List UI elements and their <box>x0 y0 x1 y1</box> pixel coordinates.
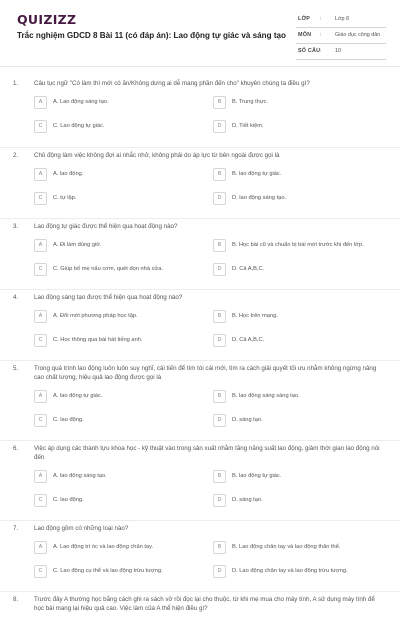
option-letter: B <box>213 541 226 554</box>
meta-subject-value: Giáo dục công dân <box>335 32 381 38</box>
option-text: D. Cả A,B,C. <box>232 266 265 272</box>
option-letter: C <box>34 263 47 276</box>
question-7 <box>0 521 400 592</box>
question-number: 8. <box>13 596 19 603</box>
option-letter: A <box>34 310 47 323</box>
option-text: A. Đi làm đúng giờ. <box>53 242 102 248</box>
option-letter: B <box>213 390 226 403</box>
option-text: B. lao động sáng sáng tạo. <box>232 393 300 399</box>
option-text: D. Cả A,B,C. <box>232 337 265 343</box>
option-letter: A <box>34 470 47 483</box>
option-text: D. Tiết kiệm. <box>232 123 264 129</box>
question-number: 5. <box>13 365 19 372</box>
option-letter: A <box>34 168 47 181</box>
option-text: D. Lao động chân tay và lao động trừu tượng. <box>232 568 348 574</box>
option-text: C. lao động. <box>53 497 84 503</box>
meta-class-row <box>296 12 386 28</box>
question-6 <box>0 441 400 521</box>
option-letter: D <box>213 414 226 427</box>
meta-count-label: SỐ CÂU <box>298 48 321 54</box>
option-letter: D <box>213 263 226 276</box>
option-letter: A <box>34 239 47 252</box>
option-letter: B <box>213 239 226 252</box>
question-1 <box>0 76 400 148</box>
option-text: C. lao động. <box>53 417 84 423</box>
meta-subject-row <box>296 28 386 44</box>
option-letter: D <box>213 192 226 205</box>
meta-count-value: 10 <box>335 48 341 54</box>
question-text: Trước đây A thường học bằng cách ghi ra sách vở rồi đọc lại cho thuộc, từ khi mẹ mua cho máy tính, A sử dụng máy tính để học bài mang lại hiệu quả cao. Việc làm của A thể hiện điều gì? <box>34 596 375 612</box>
question-number: 1. <box>13 80 19 87</box>
option-letter: C <box>34 120 47 133</box>
option-text: B. Học trên mạng. <box>232 313 278 319</box>
option-text: A. lao động tự giác. <box>53 393 103 399</box>
option-text: A. Lao động trí óc và lao động chân tay. <box>53 544 154 550</box>
question-number: 2. <box>13 152 19 159</box>
question-text: Việc áp dụng các thành tựu khoa học - kỹ thuật vào trong sản xuất nhằm tăng năng suất lao động, giảm thời gian lao động nói đến <box>34 445 380 461</box>
question-text: Câu tục ngữ "Có làm thì mới có ăn/Không dưng ai dễ mang phần đến cho" khuyên chúng ta điều gì? <box>34 80 310 87</box>
option-text: B. lao động tự giác. <box>232 473 282 479</box>
option-letter: D <box>213 565 226 578</box>
question-number: 4. <box>13 294 19 301</box>
option-text: C. Lao động tự giác. <box>53 123 105 129</box>
option-letter: B <box>213 470 226 483</box>
question-5 <box>0 361 400 441</box>
question-2 <box>0 148 400 219</box>
quizizz-logo: QUIZIZZ <box>17 12 77 27</box>
option-letter: C <box>34 414 47 427</box>
question-text: Trong quá trình lao động luôn luôn suy nghĩ, cải tiến để tìm tòi cái mới, tìm ra cách giải quyết tối ưu nhằm không ngừng nâng cao chất lượng, hiệu quả lao động được gọi là <box>34 365 377 381</box>
option-letter: D <box>213 334 226 347</box>
question-text: Lao động sáng tạo được thể hiện qua hoạt động nào? <box>34 294 183 301</box>
option-text: C. Học thông qua bài hát tiếng anh. <box>53 337 143 343</box>
option-letter: C <box>34 334 47 347</box>
question-text: Chủ động làm việc không đợi ai nhắc nhở, không phải do áp lực từ bên ngoài được gọi là <box>34 152 280 159</box>
option-text: B. Học bài cũ và chuẩn bị bài mới trước khi đến lớp. <box>232 242 364 248</box>
option-text: A. Đổi mới phương pháp học tập. <box>53 313 138 319</box>
option-letter: A <box>34 96 47 109</box>
question-list <box>0 76 400 622</box>
option-letter: A <box>34 390 47 403</box>
option-letter: B <box>213 96 226 109</box>
question-3 <box>0 219 400 290</box>
option-letter: C <box>34 192 47 205</box>
option-text: C. tự lập. <box>53 195 77 201</box>
meta-subject-label: MÔN <box>298 32 312 38</box>
question-number: 7. <box>13 525 19 532</box>
option-text: B. lao động tự giác. <box>232 171 282 177</box>
option-text: D. sáng tạo. <box>232 417 263 423</box>
meta-colon: : <box>320 32 322 38</box>
question-text: Lao động gồm có những loại nào? <box>34 525 129 532</box>
option-text: B. Lao động chân tay và lao động thân thể. <box>232 544 341 550</box>
option-text: B. Trung thực. <box>232 99 269 105</box>
question-8 <box>0 592 400 622</box>
question-number: 6. <box>13 445 19 452</box>
option-text: A. Lao động sáng tạo. <box>53 99 109 105</box>
option-text: C. Lao động cụ thể và lao động trừu tượng. <box>53 568 163 574</box>
option-letter: B <box>213 168 226 181</box>
option-text: A. lao động sáng tạo. <box>53 473 107 479</box>
meta-colon: : <box>320 16 322 22</box>
option-text: A. lao động. <box>53 171 84 177</box>
option-letter: B <box>213 310 226 323</box>
document-meta <box>296 12 386 60</box>
option-letter: D <box>213 494 226 507</box>
meta-class-value: Lớp 8 <box>335 16 350 22</box>
option-letter: A <box>34 541 47 554</box>
header-divider <box>0 66 400 67</box>
question-number: 3. <box>13 223 19 230</box>
meta-colon: : <box>320 48 322 54</box>
option-letter: C <box>34 494 47 507</box>
document-header <box>0 0 400 68</box>
meta-count-row <box>296 44 386 60</box>
option-text: D. lao động sáng tạo. <box>232 195 287 201</box>
option-letter: D <box>213 120 226 133</box>
option-text: D. sáng tạo. <box>232 497 263 503</box>
document-title: Trắc nghiệm GDCD 8 Bài 11 (có đáp án): Lao động tự giác và sáng tạo <box>17 31 286 40</box>
question-text: Lao động tự giác được thể hiện qua hoạt động nào? <box>34 223 178 230</box>
option-text: C. Giúp bố mẹ nấu cơm, quét dọn nhà cửa. <box>53 266 163 272</box>
question-4 <box>0 290 400 361</box>
option-letter: C <box>34 565 47 578</box>
meta-class-label: LỚP <box>298 16 311 22</box>
